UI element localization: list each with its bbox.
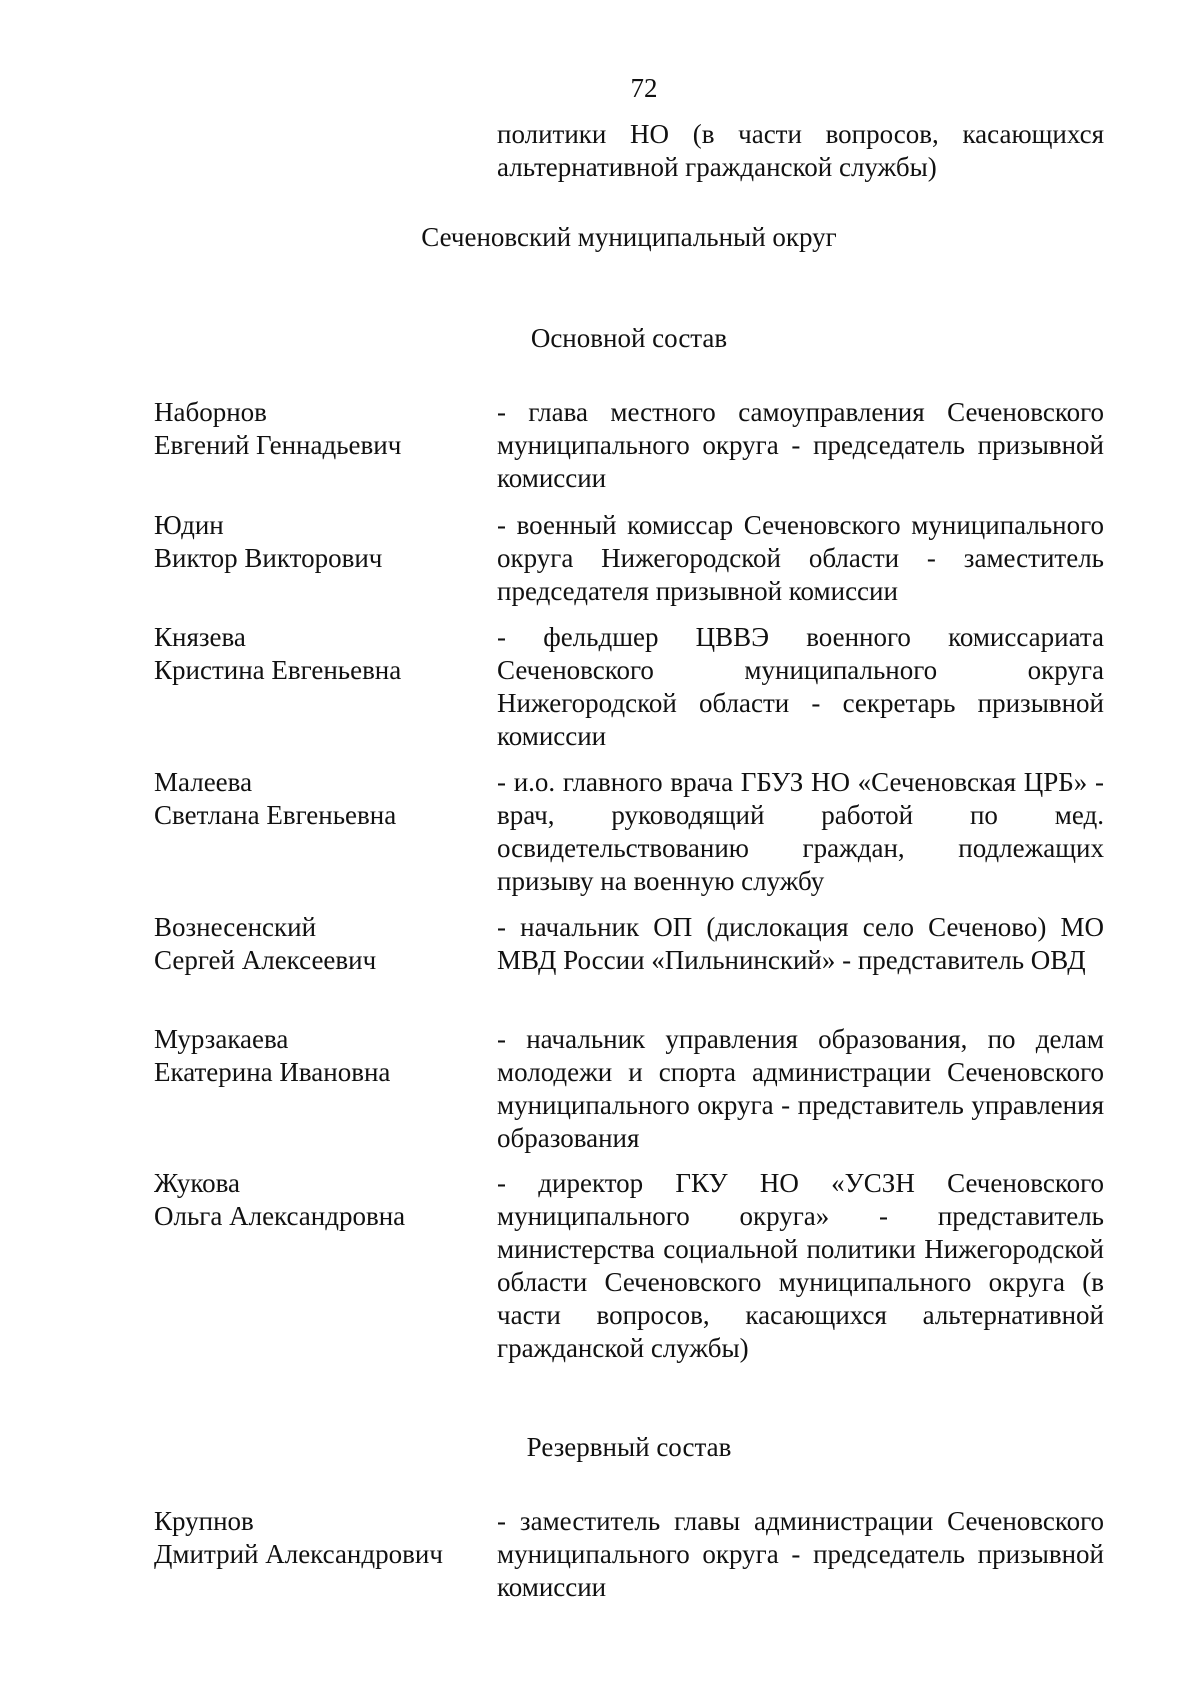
member-given-names: Евгений Геннадьевич <box>154 430 402 460</box>
district-title: Сеченовский муниципальный округ <box>421 222 837 252</box>
member-given-names: Виктор Викторович <box>154 543 383 573</box>
member-surname: Малеева <box>154 767 253 797</box>
member-name <box>154 621 484 687</box>
member-surname: Юдин <box>154 510 224 540</box>
continuation-text: политики НО (в части вопросов, касающихся альтернативной гражданской службы) <box>497 119 1104 182</box>
page-number: 72 <box>630 73 658 103</box>
member-name <box>154 766 484 832</box>
member-role: - и.о. главного врача ГБУЗ НО «Сеченовская ЦРБ» - врач, руководящий работой по мед. освидетельствованию граждан, подлежащих призыву на военную службу <box>497 767 1104 896</box>
member-given-names: Сергей Алексеевич <box>154 945 377 975</box>
member-surname: Жукова <box>154 1168 240 1198</box>
member-surname: Князева <box>154 622 246 652</box>
member-role: - начальник управления образования, по делам молодежи и спорта администрации Сеченовского муниципального округа - представитель управления образования <box>497 1024 1104 1153</box>
member-role: - директор ГКУ НО «УСЗН Сеченовского муниципального округа» - представитель министерства социальной политики Нижегородской области Сеченовского муниципального округа (в части вопросов, касающихся альтернативной гражданской службы) <box>497 1168 1104 1363</box>
member-given-names: Екатерина Ивановна <box>154 1057 391 1087</box>
member-name <box>154 509 484 575</box>
member-given-names: Кристина Евгеньевна <box>154 655 402 685</box>
member-name <box>154 1023 484 1089</box>
member-role: - военный комиссар Сеченовского муниципального округа Нижегородской области - заместитель председателя призывной комиссии <box>497 510 1104 606</box>
member-surname: Наборнов <box>154 397 267 427</box>
member-surname: Вознесенский <box>154 912 317 942</box>
member-surname: Крупнов <box>154 1506 254 1536</box>
member-surname: Мурзакаева <box>154 1024 289 1054</box>
member-role: - фельдшер ЦВВЭ военного комиссариата Сеченовского муниципального округа Нижегородской области - секретарь призывной комиссии <box>497 622 1104 751</box>
member-given-names: Дмитрий Александрович <box>154 1539 443 1569</box>
member-role: - начальник ОП (дислокация село Сеченово) МО МВД России «Пильнинский» - представитель ОВД <box>497 912 1104 975</box>
member-name <box>154 396 484 462</box>
member-given-names: Светлана Евгеньевна <box>154 800 397 830</box>
member-name <box>154 911 484 977</box>
member-role: - заместитель главы администрации Сеченовского муниципального округа - председатель призывной комиссии <box>497 1506 1104 1602</box>
main-section-title: Основной состав <box>530 323 728 353</box>
reserve-section-title: Резервный состав <box>526 1432 732 1462</box>
member-name <box>154 1167 484 1233</box>
member-given-names: Ольга Александровна <box>154 1201 406 1231</box>
member-name <box>154 1505 484 1571</box>
member-role: - глава местного самоуправления Сеченовского муниципального округа - председатель призывной комиссии <box>497 397 1104 493</box>
